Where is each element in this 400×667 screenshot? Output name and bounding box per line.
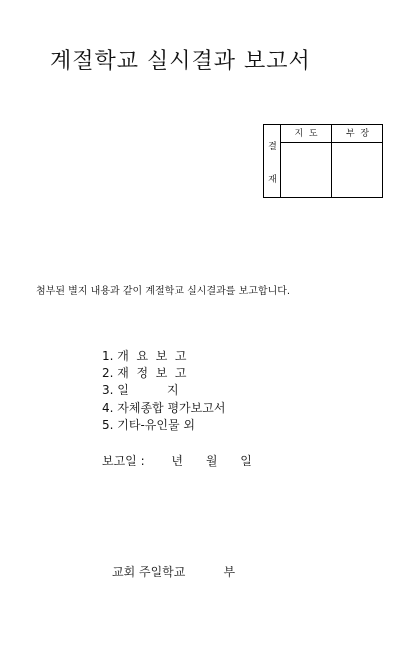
- list-item: 3. 일 지: [102, 383, 179, 398]
- list-item: 1. 개 요 보 고: [102, 349, 187, 363]
- list-item: 5. 기타-유인물 외: [102, 417, 195, 432]
- statement-text: 첨부된 별지 내용과 같이 계절학교 실시결과를 보고합니다.: [36, 286, 291, 297]
- approval-box: [263, 124, 383, 198]
- list-item: 2. 재 정 보 고: [102, 366, 187, 381]
- approval-col-supervisor: 지 도: [294, 129, 318, 139]
- document-title: 계절학교 실시결과 보고서: [50, 49, 311, 74]
- approval-header-line: [281, 142, 382, 143]
- approval-side-label-bottom: 재: [268, 175, 277, 185]
- approval-side-label-top: 결: [268, 142, 277, 152]
- approval-col-head: 부 장: [345, 129, 370, 139]
- item-list: [102, 348, 225, 434]
- footer-signature: 교회 주일학교 부: [112, 565, 236, 579]
- report-date-line: 보고일 : 년 월 일: [102, 454, 252, 468]
- list-item: 4. 자체종합 평가보고서: [102, 400, 226, 415]
